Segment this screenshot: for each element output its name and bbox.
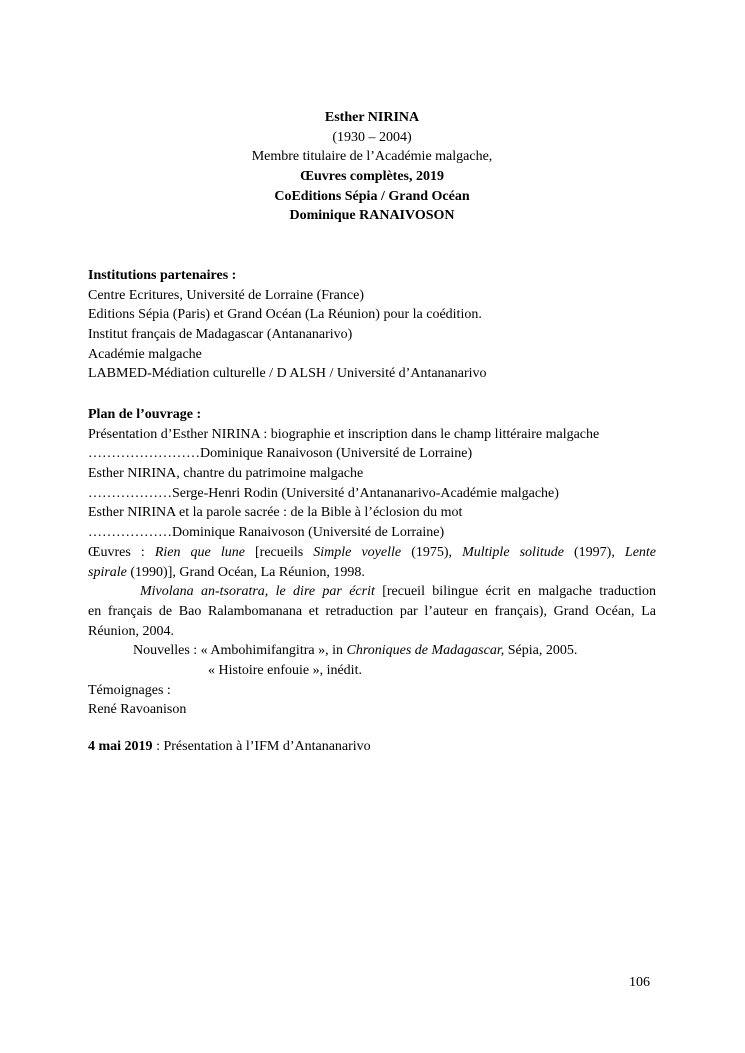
temoignages-name: René Ravoanison	[88, 702, 187, 718]
presentation-date-line	[88, 737, 371, 757]
institution-item: LABMED-Médiation culturelle / D ALSH / Université d’Antananarivo	[88, 366, 487, 382]
year-1997: (1997),	[574, 544, 615, 560]
oeuvres-line-1	[88, 543, 656, 563]
histoire-line: « Histoire enfouie », inédit.	[208, 662, 362, 678]
oeuvres-recueils: [recueils	[255, 544, 304, 560]
presentation-date: 4 mai 2019	[88, 739, 153, 754]
title-rien-que-lune: Rien que lune	[154, 544, 245, 560]
mivolana-line-2: en français de Bao Ralambomanana et retraduction par l’auteur en français), Grand Océan, La	[88, 603, 656, 619]
institution-item: Editions Sépia (Paris) et Grand Océan (La Réunion) pour la coédition.	[88, 307, 482, 323]
author-dates: (1930 – 2004)	[332, 129, 412, 145]
title-mivolana: Mivolana an-tsoratra, le dire par écrit	[140, 584, 375, 600]
title-simple-voyelle: Simple voyelle	[313, 544, 402, 560]
institutions-heading: Institutions partenaires :	[88, 268, 237, 283]
mivolana-desc-1: [recueil bilingue écrit en malgache traduction	[382, 584, 657, 600]
title-chroniques: Chroniques de Madagascar,	[346, 643, 505, 659]
publisher: CoEditions Sépia / Grand Océan	[274, 188, 470, 204]
page-number: 106	[629, 975, 650, 990]
plan-presentation-author: ……………………Dominique Ranaivoson (Université de Lorraine)	[88, 446, 473, 462]
plan-section	[88, 405, 656, 720]
oeuvres-label: Œuvres :	[88, 544, 145, 560]
title-lente: Lente	[624, 544, 657, 560]
temoignages-heading: Témoignages :	[88, 682, 171, 698]
editor-name: Dominique RANAIVOSON	[289, 208, 455, 224]
plan-parole: Esther NIRINA et la parole sacrée : de la Bible à l’éclosion du mot	[88, 505, 463, 521]
oeuvres-tail: (1990)], Grand Océan, La Réunion, 1998.	[130, 564, 365, 580]
nouvelles-line	[88, 641, 656, 661]
author-name: Esther NIRINA	[324, 110, 420, 125]
plan-parole-author: ………………Dominique Ranaivoson (Université de Lorraine)	[88, 525, 445, 541]
institutions-section	[88, 266, 656, 384]
mivolana-line-1	[88, 582, 656, 602]
title-spirale: spirale	[88, 564, 127, 580]
title-multiple-solitude: Multiple solitude	[462, 544, 564, 560]
nouvelles-label: Nouvelles : « Ambohimifangitra », in	[133, 643, 343, 659]
institution-item: Centre Ecritures, Université de Lorraine (France)	[88, 287, 364, 303]
mivolana-line-3: Réunion, 2004.	[88, 623, 174, 639]
year-1975: (1975),	[411, 544, 453, 560]
plan-presentation: Présentation d’Esther NIRINA : biographie et inscription dans le champ littéraire malgache	[88, 426, 600, 442]
institution-item: Académie malgache	[88, 346, 202, 362]
plan-chantre: Esther NIRINA, chantre du patrimoine malgache	[88, 466, 364, 482]
institution-item: Institut français de Madagascar (Antananarivo)	[88, 327, 353, 343]
work-title: Œuvres complètes, 2019	[300, 169, 444, 185]
oeuvres-line-2	[88, 563, 656, 583]
title-block	[88, 108, 656, 226]
nouvelles-publisher: Sépia, 2005.	[507, 643, 578, 659]
presentation-event: : Présentation à l’IFM d’Antananarivo	[156, 739, 371, 754]
plan-heading: Plan de l’ouvrage :	[88, 407, 202, 422]
plan-chantre-author: ………………Serge-Henri Rodin (Université d’Antananarivo-Académie malgache)	[88, 485, 559, 501]
author-role: Membre titulaire de l’Académie malgache,	[251, 149, 493, 165]
